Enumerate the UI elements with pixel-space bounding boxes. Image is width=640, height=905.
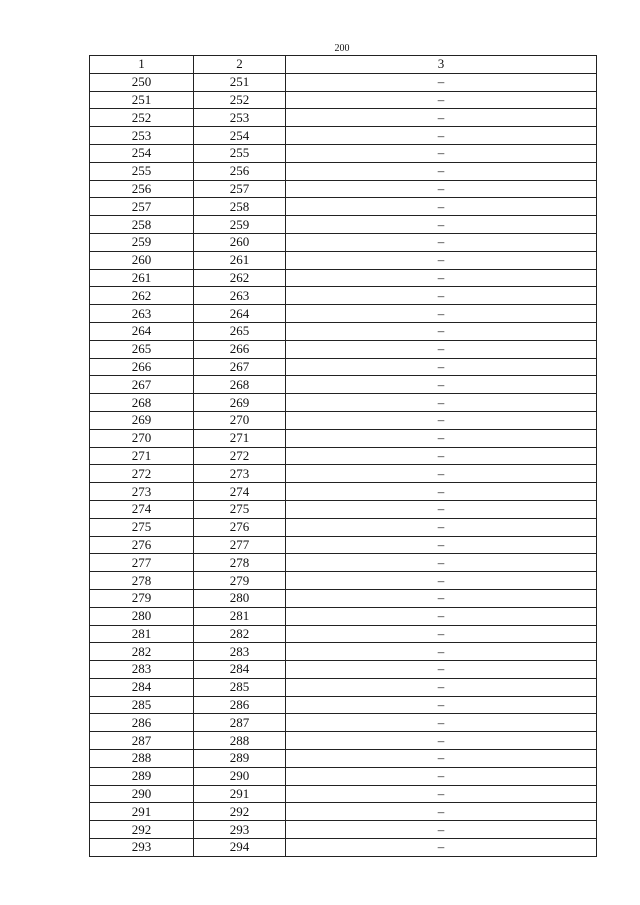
table-cell-col-1: 293 xyxy=(90,839,194,857)
table-cell-col-1: 252 xyxy=(90,109,194,127)
table-cell-col-3: – xyxy=(286,447,597,465)
table-cell-col-1: 268 xyxy=(90,394,194,412)
table-row xyxy=(90,429,597,447)
table-row xyxy=(90,251,597,269)
table-row xyxy=(90,767,597,785)
table-row xyxy=(90,127,597,145)
table-cell-col-3: – xyxy=(286,732,597,750)
table-cell-col-1: 269 xyxy=(90,411,194,429)
table-cell-col-3: – xyxy=(286,198,597,216)
table-row xyxy=(90,714,597,732)
table-cell-col-1: 282 xyxy=(90,643,194,661)
table-cell-col-2: 252 xyxy=(194,91,286,109)
table-cell-col-1: 289 xyxy=(90,767,194,785)
table-cell-col-1: 286 xyxy=(90,714,194,732)
table-cell-col-2: 261 xyxy=(194,251,286,269)
table-row xyxy=(90,483,597,501)
table-cell-col-3: – xyxy=(286,785,597,803)
table-cell-col-2: 262 xyxy=(194,269,286,287)
table-cell-col-1: 285 xyxy=(90,696,194,714)
table-cell-col-3: – xyxy=(286,411,597,429)
table-cell-col-1: 290 xyxy=(90,785,194,803)
table-cell-col-2: 258 xyxy=(194,198,286,216)
data-table xyxy=(89,55,597,857)
table-cell-col-2: 266 xyxy=(194,340,286,358)
table-cell-col-2: 270 xyxy=(194,411,286,429)
table-row xyxy=(90,678,597,696)
table-cell-col-2: 257 xyxy=(194,180,286,198)
table-cell-col-2: 287 xyxy=(194,714,286,732)
table-cell-col-2: 274 xyxy=(194,483,286,501)
table-cell-col-3: – xyxy=(286,340,597,358)
table-row xyxy=(90,750,597,768)
table-cell-col-3: – xyxy=(286,109,597,127)
table-row xyxy=(90,394,597,412)
table-cell-col-3: – xyxy=(286,500,597,518)
table-cell-col-2: 294 xyxy=(194,839,286,857)
table-cell-col-3: – xyxy=(286,518,597,536)
table-cell-col-3: – xyxy=(286,376,597,394)
table-cell-col-1: 258 xyxy=(90,216,194,234)
table-cell-col-3: – xyxy=(286,750,597,768)
table-cell-col-2: 254 xyxy=(194,127,286,145)
table-cell-col-2: 280 xyxy=(194,589,286,607)
table-cell-col-2: 284 xyxy=(194,661,286,679)
table-cell-col-3: – xyxy=(286,162,597,180)
table-cell-col-2: 286 xyxy=(194,696,286,714)
table-row xyxy=(90,91,597,109)
table-row xyxy=(90,572,597,590)
table-cell-col-1: 271 xyxy=(90,447,194,465)
table-cell-col-2: 285 xyxy=(194,678,286,696)
table-cell-col-3: – xyxy=(286,696,597,714)
table-cell-col-3: – xyxy=(286,251,597,269)
table-cell-col-3: – xyxy=(286,394,597,412)
table-cell-col-1: 261 xyxy=(90,269,194,287)
table-cell-col-2: 292 xyxy=(194,803,286,821)
table-cell-col-1: 270 xyxy=(90,429,194,447)
column-header-2: 2 xyxy=(194,56,286,74)
table-cell-col-1: 276 xyxy=(90,536,194,554)
table-cell-col-2: 281 xyxy=(194,607,286,625)
table-cell-col-3: – xyxy=(286,127,597,145)
table-row xyxy=(90,269,597,287)
table-row xyxy=(90,144,597,162)
table-cell-col-3: – xyxy=(286,589,597,607)
table-cell-col-3: – xyxy=(286,305,597,323)
table-row xyxy=(90,643,597,661)
table-cell-col-3: – xyxy=(286,358,597,376)
table-cell-col-1: 275 xyxy=(90,518,194,536)
column-header-3: 3 xyxy=(286,56,597,74)
table-cell-col-1: 283 xyxy=(90,661,194,679)
table-cell-col-2: 260 xyxy=(194,233,286,251)
table-row xyxy=(90,358,597,376)
table-row xyxy=(90,625,597,643)
table-cell-col-3: – xyxy=(286,483,597,501)
table-cell-col-2: 255 xyxy=(194,144,286,162)
table-cell-col-2: 278 xyxy=(194,554,286,572)
table-cell-col-2: 272 xyxy=(194,447,286,465)
table-cell-col-1: 279 xyxy=(90,589,194,607)
table-cell-col-3: – xyxy=(286,714,597,732)
table-cell-col-2: 276 xyxy=(194,518,286,536)
table-cell-col-2: 264 xyxy=(194,305,286,323)
table-row xyxy=(90,536,597,554)
table-cell-col-2: 275 xyxy=(194,500,286,518)
table-cell-col-1: 292 xyxy=(90,821,194,839)
table-cell-col-1: 255 xyxy=(90,162,194,180)
column-header-1: 1 xyxy=(90,56,194,74)
table-cell-col-3: – xyxy=(286,643,597,661)
table-cell-col-3: – xyxy=(286,661,597,679)
table-cell-col-3: – xyxy=(286,767,597,785)
table-cell-col-1: 281 xyxy=(90,625,194,643)
table-row xyxy=(90,340,597,358)
table-cell-col-1: 263 xyxy=(90,305,194,323)
table-row xyxy=(90,322,597,340)
table-row xyxy=(90,198,597,216)
table-row xyxy=(90,411,597,429)
table-body xyxy=(90,73,597,856)
table-cell-col-1: 273 xyxy=(90,483,194,501)
table-row xyxy=(90,554,597,572)
table-cell-col-3: – xyxy=(286,73,597,91)
table-cell-col-1: 250 xyxy=(90,73,194,91)
table-cell-col-2: 267 xyxy=(194,358,286,376)
table-row xyxy=(90,73,597,91)
table-cell-col-1: 254 xyxy=(90,144,194,162)
table-cell-col-2: 251 xyxy=(194,73,286,91)
table-cell-col-1: 264 xyxy=(90,322,194,340)
table-row xyxy=(90,839,597,857)
table-cell-col-2: 263 xyxy=(194,287,286,305)
table-cell-col-3: – xyxy=(286,572,597,590)
table-cell-col-1: 280 xyxy=(90,607,194,625)
table-cell-col-1: 274 xyxy=(90,500,194,518)
table-cell-col-2: 288 xyxy=(194,732,286,750)
table-row xyxy=(90,447,597,465)
table-cell-col-1: 277 xyxy=(90,554,194,572)
table-cell-col-3: – xyxy=(286,465,597,483)
table-cell-col-3: – xyxy=(286,269,597,287)
table-cell-col-3: – xyxy=(286,839,597,857)
table-row xyxy=(90,803,597,821)
table-row xyxy=(90,785,597,803)
table-cell-col-1: 266 xyxy=(90,358,194,376)
table-cell-col-1: 284 xyxy=(90,678,194,696)
table-cell-col-3: – xyxy=(286,607,597,625)
table-cell-col-2: 279 xyxy=(194,572,286,590)
table-cell-col-3: – xyxy=(286,821,597,839)
table-cell-col-1: 288 xyxy=(90,750,194,768)
table-row xyxy=(90,465,597,483)
table-row xyxy=(90,661,597,679)
table-cell-col-3: – xyxy=(286,233,597,251)
table-cell-col-2: 293 xyxy=(194,821,286,839)
table-cell-col-1: 262 xyxy=(90,287,194,305)
table-cell-col-2: 290 xyxy=(194,767,286,785)
table-cell-col-2: 259 xyxy=(194,216,286,234)
table-cell-col-3: – xyxy=(286,144,597,162)
table-cell-col-2: 268 xyxy=(194,376,286,394)
table-cell-col-1: 256 xyxy=(90,180,194,198)
table-header xyxy=(90,56,597,74)
table-row xyxy=(90,216,597,234)
table-row xyxy=(90,500,597,518)
table-cell-col-2: 277 xyxy=(194,536,286,554)
table-row xyxy=(90,233,597,251)
table-row xyxy=(90,305,597,323)
table-cell-col-3: – xyxy=(286,678,597,696)
table-cell-col-1: 272 xyxy=(90,465,194,483)
table-cell-col-3: – xyxy=(286,429,597,447)
table-row xyxy=(90,180,597,198)
table-cell-col-2: 273 xyxy=(194,465,286,483)
table-cell-col-1: 291 xyxy=(90,803,194,821)
table-cell-col-1: 257 xyxy=(90,198,194,216)
table-cell-col-2: 289 xyxy=(194,750,286,768)
table-cell-col-2: 265 xyxy=(194,322,286,340)
table-cell-col-1: 278 xyxy=(90,572,194,590)
page-number: 200 xyxy=(334,43,350,54)
table-cell-col-2: 282 xyxy=(194,625,286,643)
table-cell-col-3: – xyxy=(286,322,597,340)
table-cell-col-2: 271 xyxy=(194,429,286,447)
table-cell-col-2: 291 xyxy=(194,785,286,803)
table-row xyxy=(90,821,597,839)
table-cell-col-2: 283 xyxy=(194,643,286,661)
table-cell-col-3: – xyxy=(286,536,597,554)
table-cell-col-1: 253 xyxy=(90,127,194,145)
table-cell-col-3: – xyxy=(286,625,597,643)
table-cell-col-1: 251 xyxy=(90,91,194,109)
table-cell-col-2: 253 xyxy=(194,109,286,127)
table-cell-col-3: – xyxy=(286,91,597,109)
table-cell-col-3: – xyxy=(286,803,597,821)
table-row xyxy=(90,109,597,127)
table-row xyxy=(90,376,597,394)
table-row xyxy=(90,162,597,180)
table-cell-col-3: – xyxy=(286,287,597,305)
table-row xyxy=(90,696,597,714)
table-cell-col-1: 265 xyxy=(90,340,194,358)
table-row xyxy=(90,732,597,750)
table-cell-col-3: – xyxy=(286,216,597,234)
table-row xyxy=(90,518,597,536)
table-cell-col-1: 260 xyxy=(90,251,194,269)
table-cell-col-1: 287 xyxy=(90,732,194,750)
table-cell-col-2: 256 xyxy=(194,162,286,180)
table-cell-col-3: – xyxy=(286,554,597,572)
header-row xyxy=(90,56,597,74)
table-cell-col-3: – xyxy=(286,180,597,198)
table-row xyxy=(90,607,597,625)
table-row xyxy=(90,287,597,305)
table-cell-col-1: 267 xyxy=(90,376,194,394)
table-cell-col-2: 269 xyxy=(194,394,286,412)
table-cell-col-1: 259 xyxy=(90,233,194,251)
table-row xyxy=(90,589,597,607)
